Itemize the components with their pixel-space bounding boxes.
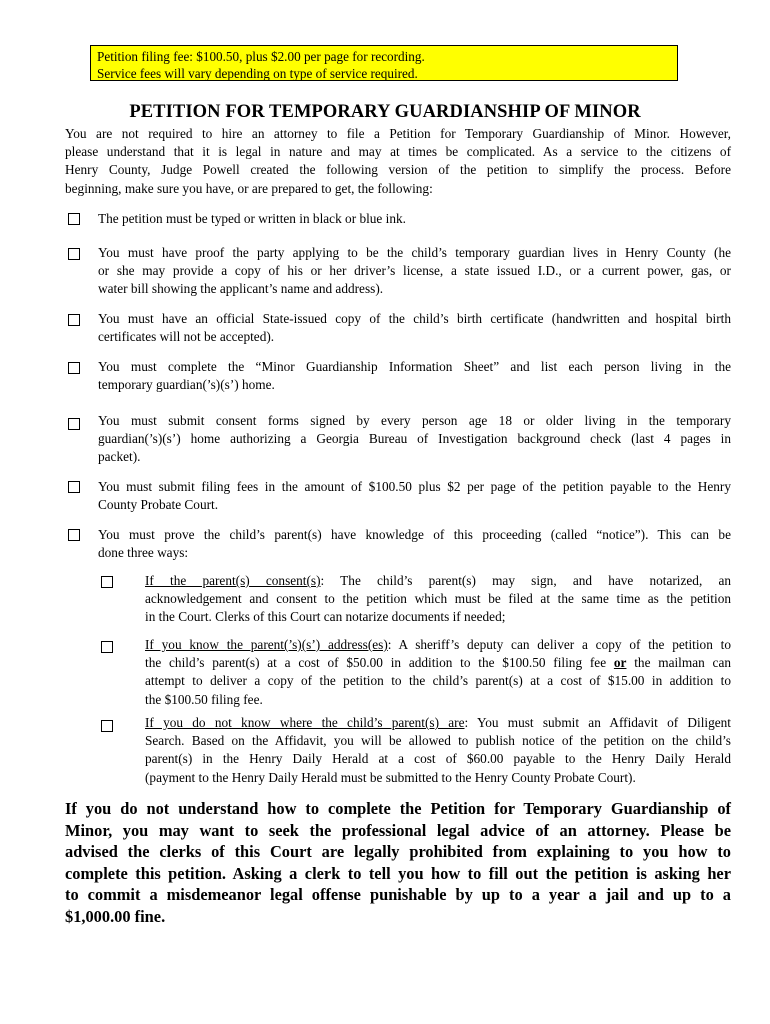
checkbox[interactable] [68,529,80,541]
checklist-text [98,478,731,514]
checklist-text [98,310,731,346]
notice-option-line [145,654,731,672]
notice-option-text [145,636,731,709]
notice-option-line: (payment to the Henry Daily Herald must be submitted to the Henry County Probate Court). [145,769,636,785]
fee-notice-line: Service fees will vary depending on type of service required. [97,66,418,81]
warning-line: complete this petition. Asking a clerk to tell you how to fill out the petition is asking her [65,863,731,883]
warning-line: advised the clerks of this Court are legally prohibited from explaining to you how to [65,842,731,861]
notice-option-or: or [613,655,627,671]
intro-line: please understand that it is legal in nature and may at times be complicated. As a service to the citizens of [65,144,731,160]
checkbox[interactable] [101,641,113,653]
warning-line: If you do not understand how to complete the Petition for Temporary Guardianship of [65,799,731,818]
checklist-line: done three ways: [98,545,189,561]
checkbox[interactable] [68,314,80,326]
notice-option-text [145,572,731,627]
checklist-text [98,358,731,394]
notice-option-line [145,636,731,654]
notice-option-line-rest: : The child’s parent(s) may sign, and have notarized, an [320,573,732,588]
checklist-text [98,526,731,562]
checklist-line: water bill showing the applicant’s name and address). [98,281,384,297]
checklist-text [98,412,731,467]
notice-option-line [145,714,731,732]
notice-option-line: parent(s) in the Henry Daily Herald at a cost of $60.00 payable to the Henry Daily Herald [145,751,731,767]
checkbox[interactable] [68,362,80,374]
checklist-line: County Probate Court. [98,497,219,513]
checklist-line: The petition must be typed or written in black or blue ink. [98,211,406,226]
notice-option-text-part: the mailman can [626,655,731,671]
checklist-line: guardian(’s)(s’) home authorizing a Georgia Bureau of Investigation background check (last 4 pages in [98,431,731,447]
legal-advice-warning [65,798,731,927]
intro-line: beginning, make sure you have, or are prepared to get, the following: [65,180,433,196]
checklist-line: You must submit filing fees in the amount of $100.50 plus $2 per page of the petition payable to the Henry [98,479,731,494]
notice-option-line: Search. Based on the Affidavit, you will be allowed to publish notice of the petition on the child’s [145,733,731,749]
notice-option-line: in the Court. Clerks of this Court can notarize documents if needed; [145,609,506,625]
checklist-line: You must have proof the party applying to be the child’s temporary guardian lives in Henry County (he [98,245,731,260]
checklist-text [98,210,731,228]
checklist-line: certificates will not be accepted). [98,329,275,345]
checkbox[interactable] [68,213,80,225]
notice-option-text [145,714,731,787]
notice-option-text-part: the child’s parent(s) at a cost of $50.00 in addition to the $100.50 filing fee [145,655,614,671]
notice-option-line: attempt to deliver a copy of the petition to the child’s parent(s) at a cost of $15.00 in addition to [145,673,731,689]
checklist-text [98,244,731,299]
checklist-line: You must submit consent forms signed by every person age 18 or older living in the temporary [98,413,731,428]
checklist-line: temporary guardian(’s)(s’) home. [98,377,275,393]
checkbox[interactable] [68,248,80,260]
notice-option-heading: If you do not know where the child’s parent(s) are [145,715,465,730]
checklist-line: packet). [98,449,141,465]
intro-paragraph [65,125,731,198]
notice-option-heading: If the parent(s) consent(s) [145,573,321,588]
checkbox[interactable] [68,418,80,430]
checklist-line: You must complete the “Minor Guardianship Information Sheet” and list each person living in the [98,359,731,374]
notice-option-line [145,572,731,590]
page-title: PETITION FOR TEMPORARY GUARDIANSHIP OF MINOR [129,102,641,122]
notice-option-line: the $100.50 filing fee. [145,691,263,707]
fee-notice-line: Petition filing fee: $100.50, plus $2.00 per page for recording. [97,49,425,64]
checkbox[interactable] [101,576,113,588]
warning-line: to commit a misdemeanor legal offense punishable by up to a year a jail and up to a [65,885,731,904]
notice-option-line-rest: : A sheriff’s deputy can deliver a copy of the petition to [387,637,731,652]
checkbox[interactable] [101,720,113,732]
notice-option-line-rest: : You must submit an Affidavit of Diligent [464,715,731,730]
warning-line: $1,000.00 fine. [65,906,166,926]
checklist-line: You must have an official State-issued copy of the child’s birth certificate (handwritten and hospital birth [98,311,731,326]
warning-line: Minor, you may want to seek the professional legal advice of an attorney. Please be [65,820,731,840]
checklist-line: or she may provide a copy of his or her driver’s license, a state issued I.D., or a current power, gas, or [98,263,731,279]
notice-option-heading: If you know the parent(’s)(s’) address(es) [145,637,388,652]
checklist-line: You must prove the child’s parent(s) have knowledge of this proceeding (called “notice”). This can be [98,527,731,542]
intro-line: Henry County, Judge Powell created the following version of the petition to simplify the process. Before [65,162,731,178]
notice-option-line: acknowledgement and consent to the petition which must be filed at the same time as the petition [145,591,731,607]
checkbox[interactable] [68,481,80,493]
filing-fee-notice [90,45,678,81]
intro-line: You are not required to hire an attorney to file a Petition for Temporary Guardianship of Minor. However, [65,126,731,141]
